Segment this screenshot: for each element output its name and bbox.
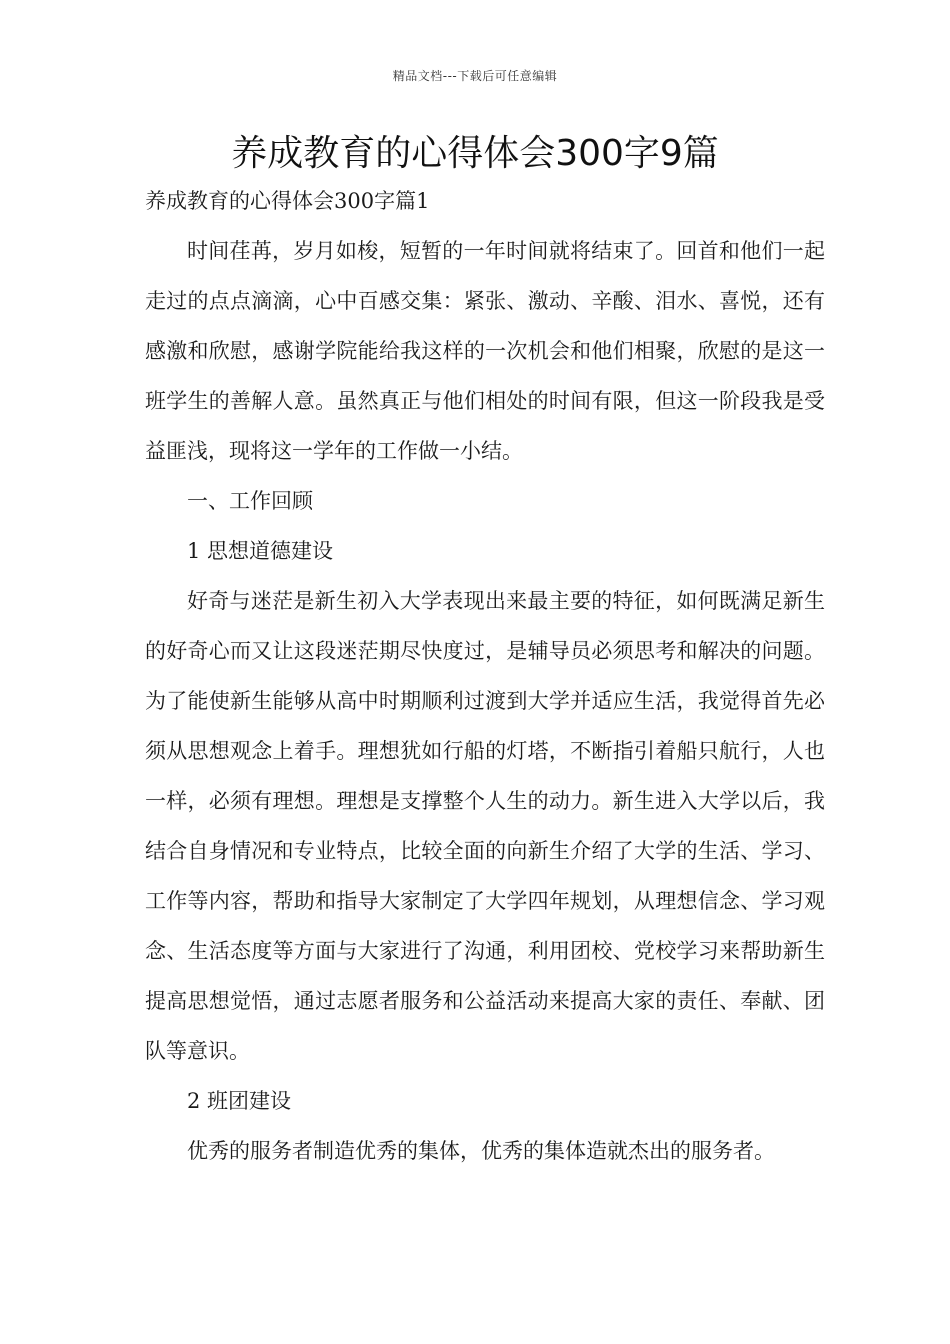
heading-moral-building: 1 思想道德建设	[187, 539, 334, 563]
paragraph-moral-building: 好奇与迷茫是新生初入大学表现出来最主要的特征，如何既满足新生的好奇心而又让这段迷茫期尽快度过，是辅导员必须思考和解决的问题。为了能使新生能够从高中时期顺利过渡到大学并适应生活，我觉得首先必须从思想观念上着手。理想犹如行船的灯塔，不断指引着船只航行，人也一样，必须有理想。理想是支撑整个人生的动力。新生进入大学以后，我结合自身情况和专业特点，比较全面的向新生介绍了大学的生活、学习、工作等内容，帮助和指导大家制定了大学四年规划，从理想信念、学习观念、生活态度等方面与大家进行了沟通，利用团校、党校学习来帮助新生提高思想觉悟，通过志愿者服务和公益活动来提高大家的责任、奉献、团队等意识。	[145, 589, 825, 1063]
document-title: 养成教育的心得体会300字9篇	[231, 133, 719, 174]
paragraph-intro: 时间荏苒，岁月如梭，短暂的一年时间就将结束了。回首和他们一起走过的点点滴滴，心中百感交集：紧张、激动、辛酸、泪水、喜悦，还有感激和欣慰，感谢学院能给我这样的一次机会和他们相聚，欣慰的是这一班学生的善解人意。虽然真正与他们相处的时间有限，但这一阶段我是受益匪浅，现将这一学年的工作做一小结。	[145, 239, 825, 463]
paragraph-class-building: 优秀的服务者制造优秀的集体，优秀的集体造就杰出的服务者。	[187, 1139, 775, 1163]
heading-class-building: 2 班团建设	[187, 1089, 292, 1113]
header-note: 精品文档---下载后可任意编辑	[392, 69, 558, 83]
document-body	[145, 226, 825, 1176]
section-title: 养成教育的心得体会300字篇1	[145, 189, 430, 213]
heading-work-review: 一、工作回顾	[187, 489, 313, 513]
